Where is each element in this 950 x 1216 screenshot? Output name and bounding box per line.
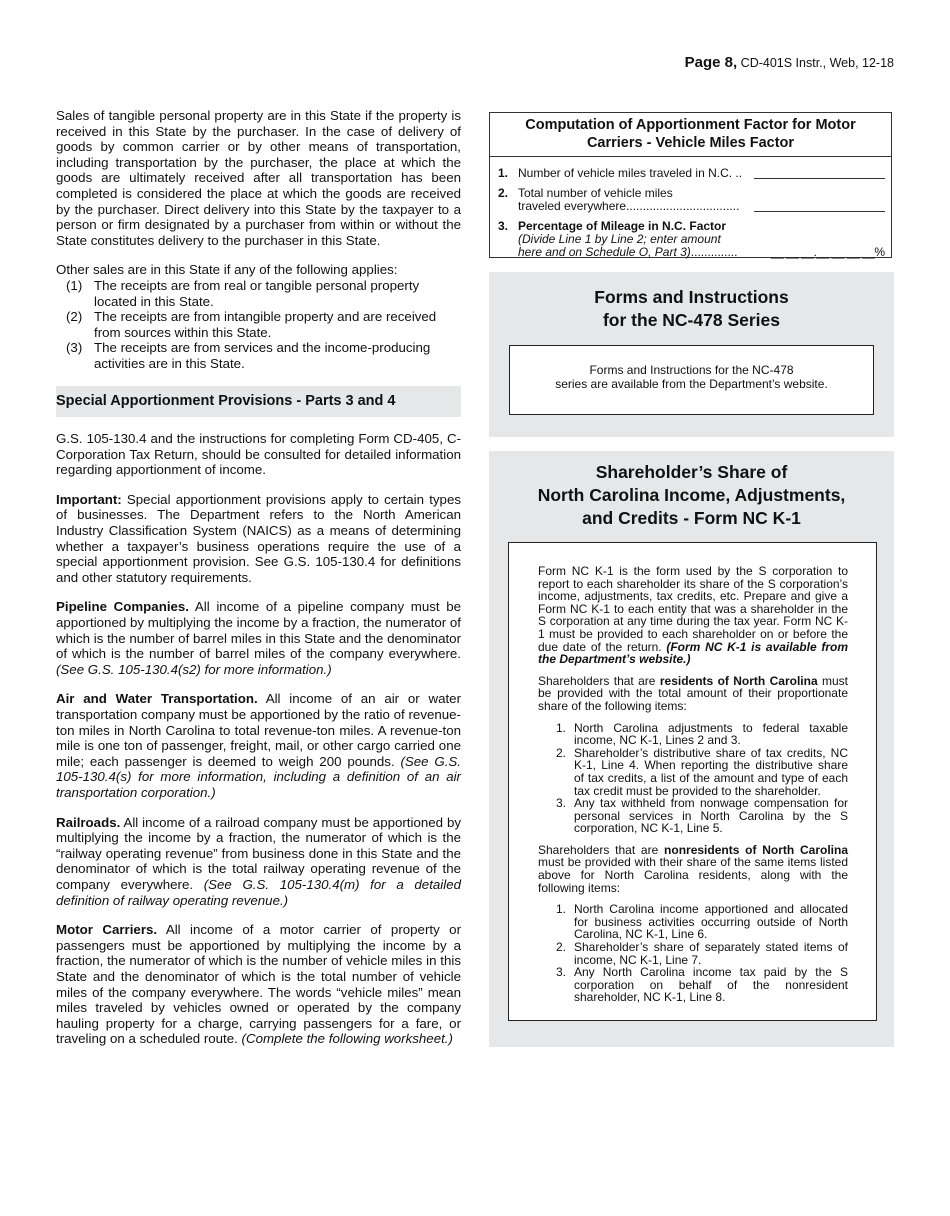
paragraph-important: Important: Special apportionment provisions apply to certain types of businesses. The Department refers to the North American Industry Classification System (NAICS) as a means of determining whether a taxpayer’s business operations require the use of a special apportionment provision. See G.S. 105-130.4 for definitions and other statutory requirements. [56,491,461,585]
line-2-entry[interactable] [754,211,885,212]
list-item: (2) The receipts are from intangible property and are received from sources within this State. [66,309,437,340]
paragraph-motor-carriers: Motor Carriers. All income of a motor carrier of property or passengers must be apportioned by multiplying the income by a fraction, the numerator of which is the number of vehicle miles in this State and the denominator of which is the total number of vehicle miles of the company everywhere. The words “vehicle miles” mean miles traveled by vehicles owned or operated by the company hauling property for a charge, carrying passengers for a fare, or traveling on a scheduled route. (Complete the following worksheet.) [56,922,461,1047]
other-sales-list [56,278,461,372]
k1-paragraph-intro: Form NC K-1 is the form used by the S corporation to report to each shareholder its share of the S corporation’s income, adjustments, tax credits, etc. Prepare and give a Form NC K-1 to each entity that was a shareholder in the S corporation at any time during the tax year. Form NC K-1 must be provided to each shareholder on or before the due date of the return. (Form NC K-1 is available from the Department’s website.) [538,564,848,667]
paragraph-pipeline: Pipeline Companies. All income of a pipeline company must be apportioned by multiplying the income by a fraction, the numerator of which is the number of barrel miles in this State and the denominator of which is the number of barrel miles of the company everywhere. (See G.S. 105-130.4(s2) for more information.) [56,599,461,677]
worksheet-title: Computation of Apportionment Factor for Motor Carriers - Vehicle Miles Factor [490,113,891,157]
list-item: 1. North Carolina income apportioned and allocated for business activities occurring outside of North Carolina, NC K-1, Line 6. [555,902,848,942]
list-item: 1. North Carolina adjustments to federal taxable income, NC K-1, Lines 2 and 3. [555,720,848,748]
k1-paragraph-residents: Shareholders that are residents of North Carolina must be provided with the total amount of their proportionate share of the following items: [538,673,848,713]
list-item: (3) The receipts are from services and the income-producing activities are in this State. [66,340,431,371]
page-header [685,54,894,71]
list-item: 2. Shareholder’s distributive share of tax credits, NC K-1, Line 4. When reporting the distributive share of tax credits, a list of the amount and type of each tax credit must be provided to the shareholder. [555,745,848,798]
worksheet-line-3: 3. Percentage of Mileage in N.C. Factor (Divide Line 1 by Line 2; enter amount here and on Schedule O, Part 3).............. __ __ __.__ __ __ __% [498,219,885,259]
nc478-info-box: Forms and Instructions for the NC-478 series are available from the Department’s website. [509,345,874,415]
paragraph-railroads: Railroads. All income of a railroad company must be apportioned by multiplying the income by a fraction, the numerator of which is the “railway operating revenue” from business done in this State and the denominator of which is the total railway operating revenue of the company everywhere. (See G.S. 105-130.4(m) for a detailed definition of railway operating revenue.) [56,814,461,908]
line-1-entry[interactable] [754,178,885,179]
k1-nonresident-list [538,903,848,1004]
list-item: 3. Any tax withheld from nonwage compensation for personal services in North Carolina by the S corporation, NC K-1, Line 5. [555,796,848,836]
left-column [56,108,461,1061]
paragraph-gs-105: G.S. 105-130.4 and the instructions for completing Form CD-405, C-Corporation Tax Return, should be consulted for detailed information regarding apportionment of income. [56,431,461,478]
paragraph-air-water: Air and Water Transportation. All income of an air or water transportation company must be apportioned by the ratio of revenue-ton miles in North Carolina to total revenue-ton miles. A revenue-ton mile is one ton of passenger, freight, mail, or other cargo carried one mile; each passenger is deemed to weigh 200 pounds. (See G.S. 105-130.4(s) for more information, including a definition of an air transportation corporation.) [56,691,461,800]
worksheet-line-2: 2. Total number of vehicle miles traveled everywhere.................................. [490,187,891,213]
nc478-title: Forms and Instructions for the NC-478 Series [594,287,789,330]
percentage-entry[interactable]: __ __ __.__ __ __ __% [770,245,885,259]
k1-section [489,451,894,1047]
page-number: Page 8, [684,54,738,71]
list-item: 3. Any North Carolina income tax paid by the S corporation on behalf of the nonresident shareholder, NC K-1, Line 8. [555,965,848,1005]
worksheet-line-1: 1. Number of vehicle miles traveled in N.C. .. [490,167,891,180]
k1-resident-list [538,722,848,835]
paragraph-other-sales: Other sales are in this State if any of the following applies: [56,262,398,278]
k1-info-box [508,542,877,1021]
list-item: (1) The receipts are from real or tangible personal property located in this State. [66,277,420,309]
section-heading: Special Apportionment Provisions - Parts 3 and 4 [56,386,461,418]
list-item: 2. Shareholder’s share of separately stated items of income, NC K-1, Line 7. [555,940,848,967]
k1-title: Shareholder’s Share of North Carolina Income, Adjustments, and Credits - Form NC K-1 [537,462,846,528]
paragraph-tangible-sales: Sales of tangible personal property are in this State if the property is received in this State by the purchaser. In the case of delivery of goods by common carrier or by other means of transportation, including transportation by the purchaser, the place at which the goods are ultimately received after all transportation has been completed is considered the place at which the goods are received by the purchaser. Direct delivery into this State by the taxpayer to a person or firm designated by a purchaser from within or without the State constitutes delivery to the purchaser in this State. [56,108,461,248]
document-id: CD-401S Instr., Web, 12-18 [740,56,894,70]
motor-carrier-worksheet [489,112,892,258]
k1-paragraph-nonresidents: Shareholders that are nonresidents of North Carolina must be provided with their share of the same items listed above for North Carolina residents, along with the following items: [538,842,848,895]
nc478-section [489,272,894,437]
